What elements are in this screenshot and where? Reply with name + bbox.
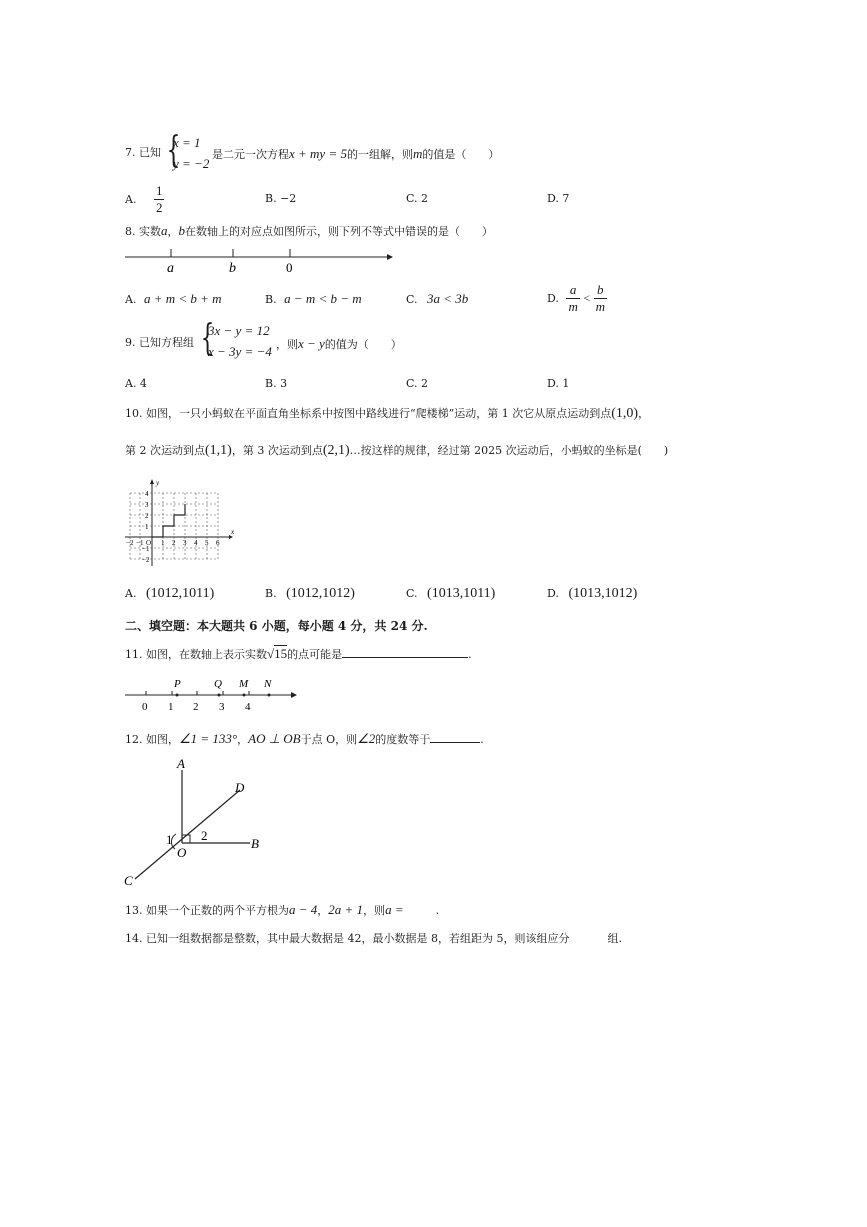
q10-option-c-label: C. [406, 587, 418, 600]
q8-option-d-den2: m [595, 299, 605, 314]
q10-xtick-3: 3 [183, 539, 187, 547]
q10-option-b-value: (1012,1012) [286, 586, 355, 601]
q10-line1-text: 10. 如图，一只小蚂蚁在平面直角坐标系中按图中路线进行“爬楼梯”运动，第 1 次它从原点运动到点 [125, 407, 612, 420]
q12-label-d: D [235, 780, 245, 795]
q12-answer-blank[interactable] [430, 731, 480, 743]
q8-option-d[interactable] [547, 282, 607, 315]
q7-system-line2: y = −2 [173, 156, 210, 171]
q9-option-d[interactable]: D. 1 [547, 377, 570, 390]
q9-tail-pre: ，则 [276, 338, 298, 351]
q7-option-d[interactable]: D. 7 [547, 192, 570, 205]
q12-stem [125, 731, 484, 747]
q8-option-b[interactable] [265, 291, 362, 307]
q10-xtick-6: 6 [216, 539, 220, 547]
q10-option-b[interactable] [265, 586, 355, 602]
q13-answer-blank[interactable] [404, 902, 436, 914]
q9-system-line2: x − 3y = −4 [208, 344, 272, 359]
q10-xtick-origin: O [146, 539, 152, 547]
q8-axis-label-b: b [229, 261, 236, 276]
q10-option-c[interactable] [406, 586, 495, 602]
q10-option-d[interactable] [547, 586, 637, 602]
q12-label-c: C [124, 873, 133, 888]
q10-xtick-neg1: −1 [136, 539, 144, 547]
q8-option-b-label: B. [265, 293, 277, 306]
q11-tick-1: 1 [168, 701, 174, 713]
q8-option-d-frac1 [566, 282, 579, 315]
q13-end: . [435, 904, 440, 917]
q10-line2-mid: ，第 3 次运动到点 [231, 444, 323, 457]
q10-option-a[interactable] [125, 586, 214, 602]
q12-stem-mid: 于点 O，则 [300, 733, 358, 746]
q7-option-c[interactable]: C. 2 [406, 192, 429, 205]
q8-option-d-den1: m [568, 299, 578, 314]
q7-mid-text: 是二元一次方程 [212, 148, 289, 161]
q8-option-a-expr: a + m < b + m [143, 291, 222, 306]
q8-number-line [125, 245, 395, 275]
q12-label-a: A [177, 756, 185, 771]
q11-point-p: P [174, 678, 181, 690]
q12-angle2: ∠2 [357, 731, 376, 746]
q10-axis-x: x [231, 528, 235, 536]
q12-perp: AO ⊥ OB [248, 731, 301, 746]
q10-xtick-4: 4 [194, 539, 198, 547]
q9-tail-post: 的值为（ ） [324, 338, 402, 351]
q12-sep: ， [237, 733, 249, 746]
q11-answer-blank[interactable] [342, 646, 468, 658]
q8-stem-pre: 8. 实数 [125, 225, 161, 238]
q8-option-a[interactable] [125, 291, 222, 307]
q10-xtick-1: 1 [161, 539, 165, 547]
q7-option-a-denominator: 2 [155, 200, 163, 215]
q7-option-a-numerator: 1 [155, 183, 163, 198]
q14-answer-blank[interactable] [569, 930, 607, 942]
q7-option-b[interactable]: B. −2 [265, 192, 297, 205]
q7-option-a[interactable] [125, 183, 164, 216]
q11-sqrt: √15 [267, 646, 288, 661]
q8-option-d-label: D. [547, 292, 559, 305]
q8-option-d-lt: < [583, 291, 591, 305]
q10-option-a-label: A. [125, 587, 137, 600]
q8-option-c-label: C. [406, 293, 418, 306]
q11-radicand: 15 [274, 646, 288, 661]
q10-point3: (2,1) [322, 443, 350, 458]
q11-number-line [125, 675, 300, 715]
q11-stem-post: 的点可能是 [287, 648, 343, 661]
q9-option-c[interactable]: C. 2 [406, 377, 429, 390]
q10-option-c-value: (1013,1011) [427, 586, 496, 601]
q12-label-b: B [251, 836, 259, 851]
q9-number: 9. 已知方程组 [125, 336, 194, 349]
q10-ytick-2: 2 [145, 512, 149, 520]
q10-line2 [125, 443, 668, 460]
section-heading-fill-blank: 二、填空题：本大题共 6 小题，每小题 4 分，共 24 分. [125, 619, 428, 633]
q10-option-a-value: (1012,1011) [145, 586, 215, 601]
q8-variable-a: a [161, 223, 168, 238]
q11-stem [125, 646, 472, 662]
q7-stem [125, 146, 161, 159]
q13-root2: 2a + 1 [328, 902, 364, 917]
q11-point-q: Q [214, 678, 222, 690]
q12-label-o: O [177, 845, 187, 860]
q9-option-b[interactable]: B. 3 [265, 377, 288, 390]
q7-option-a-fraction [154, 183, 165, 216]
q11-tick-3: 3 [219, 701, 225, 713]
q10-line1 [125, 406, 649, 423]
q10-point2: (1,1) [205, 443, 232, 458]
q10-xtick-5: 5 [205, 539, 209, 547]
q10-point1-tail: ， [638, 407, 650, 420]
q12-angle1: ∠1 = 133° [179, 731, 238, 746]
q8-axis-label-0: 0 [286, 260, 293, 275]
q10-option-b-label: B. [265, 587, 277, 600]
q7-stem-rest [212, 146, 499, 162]
q12-stem-post: 的度数等于 [375, 733, 431, 746]
q10-ytick-neg2: −2 [142, 556, 150, 564]
q11-tick-0: 0 [142, 701, 148, 713]
q8-option-d-num2: b [594, 282, 607, 299]
q9-system-brace: { [200, 318, 215, 359]
q7-tail2-text: 的值是（ ） [422, 148, 500, 161]
q13-stem-pre: 13. 如果一个正数的两个平方根为 [125, 904, 289, 917]
q10-point1: (1,0) [611, 406, 639, 421]
q10-ytick-1: 1 [145, 523, 149, 531]
q10-line2-pre: 第 2 次运动到点 [125, 444, 205, 457]
q10-xtick-2: 2 [172, 539, 176, 547]
q10-grid-figure [125, 478, 240, 568]
q11-end: . [468, 648, 472, 661]
q10-xtick-neg2: −2 [126, 539, 134, 547]
q10-option-d-value: (1013,1012) [568, 586, 638, 601]
q9-system-line1: 3x − y = 12 [208, 323, 270, 338]
q12-angle-figure [120, 755, 270, 890]
q8-option-b-expr: a − m < b − m [284, 291, 362, 306]
q12-end: . [480, 733, 484, 746]
q7-equation: x + my = 5 [289, 146, 347, 161]
q8-option-d-num1: a [566, 282, 579, 299]
q10-axis-y: y [156, 479, 160, 487]
q10-ytick-3: 3 [145, 501, 149, 509]
q14-end: 组. [607, 932, 622, 945]
q14-stem-text: 14. 已知一组数据都是整数，其中最大数据是 42，最小数据是 8，若组距为 5，则该组应分 [125, 932, 570, 945]
q8-option-d-frac2 [594, 282, 607, 315]
q11-stem-pre: 11. 如图，在数轴上表示实数 [125, 648, 267, 661]
q13-stem [125, 902, 439, 918]
q7-number: 7. 已知 [125, 146, 161, 159]
q12-label-1: 1 [166, 832, 173, 847]
q8-variable-b: b [178, 223, 185, 238]
q9-option-a[interactable]: A. 4 [125, 377, 147, 390]
q12-label-2: 2 [201, 828, 208, 843]
q9-expression: x − y [298, 336, 325, 351]
q10-option-d-label: D. [547, 587, 559, 600]
q11-tick-2: 2 [193, 701, 199, 713]
q7-system-brace: { [166, 130, 181, 171]
q7-variable-m: m [412, 146, 423, 161]
q11-point-n: N [264, 678, 272, 690]
q8-axis-label-a: a [167, 261, 174, 276]
q11-tick-4: 4 [245, 701, 251, 713]
q12-stem-pre: 12. 如图， [125, 733, 179, 746]
q8-option-c-expr: 3a < 3b [427, 291, 469, 306]
q8-option-a-label: A. [125, 293, 137, 306]
q7-tail-text: 的一组解，则 [346, 148, 413, 161]
q8-comma: ， [167, 225, 179, 238]
q13-a-equals: a = [385, 902, 404, 917]
q8-option-c[interactable] [406, 291, 468, 307]
q13-root1: a − 4 [289, 902, 318, 917]
q8-stem-post: 在数轴上的对应点如图所示，则下列不等式中错误的是（ ） [185, 225, 493, 238]
q14-stem [125, 930, 622, 945]
q10-ytick-4: 4 [145, 490, 149, 498]
q8-stem [125, 223, 493, 239]
q10-ytick-neg1: −1 [142, 545, 150, 553]
q13-sep: ， [317, 904, 329, 917]
q7-system-line1: x = 1 [173, 135, 201, 150]
q10-line2-post: …按这样的规律，经过第 2025 次运动后，小蚂蚁的坐标是( ) [349, 444, 669, 457]
q9-stem-rest [276, 336, 402, 352]
q7-option-a-label: A. [125, 193, 137, 206]
q11-point-m: M [239, 678, 249, 690]
q13-stem-mid: ，则 [363, 904, 386, 917]
